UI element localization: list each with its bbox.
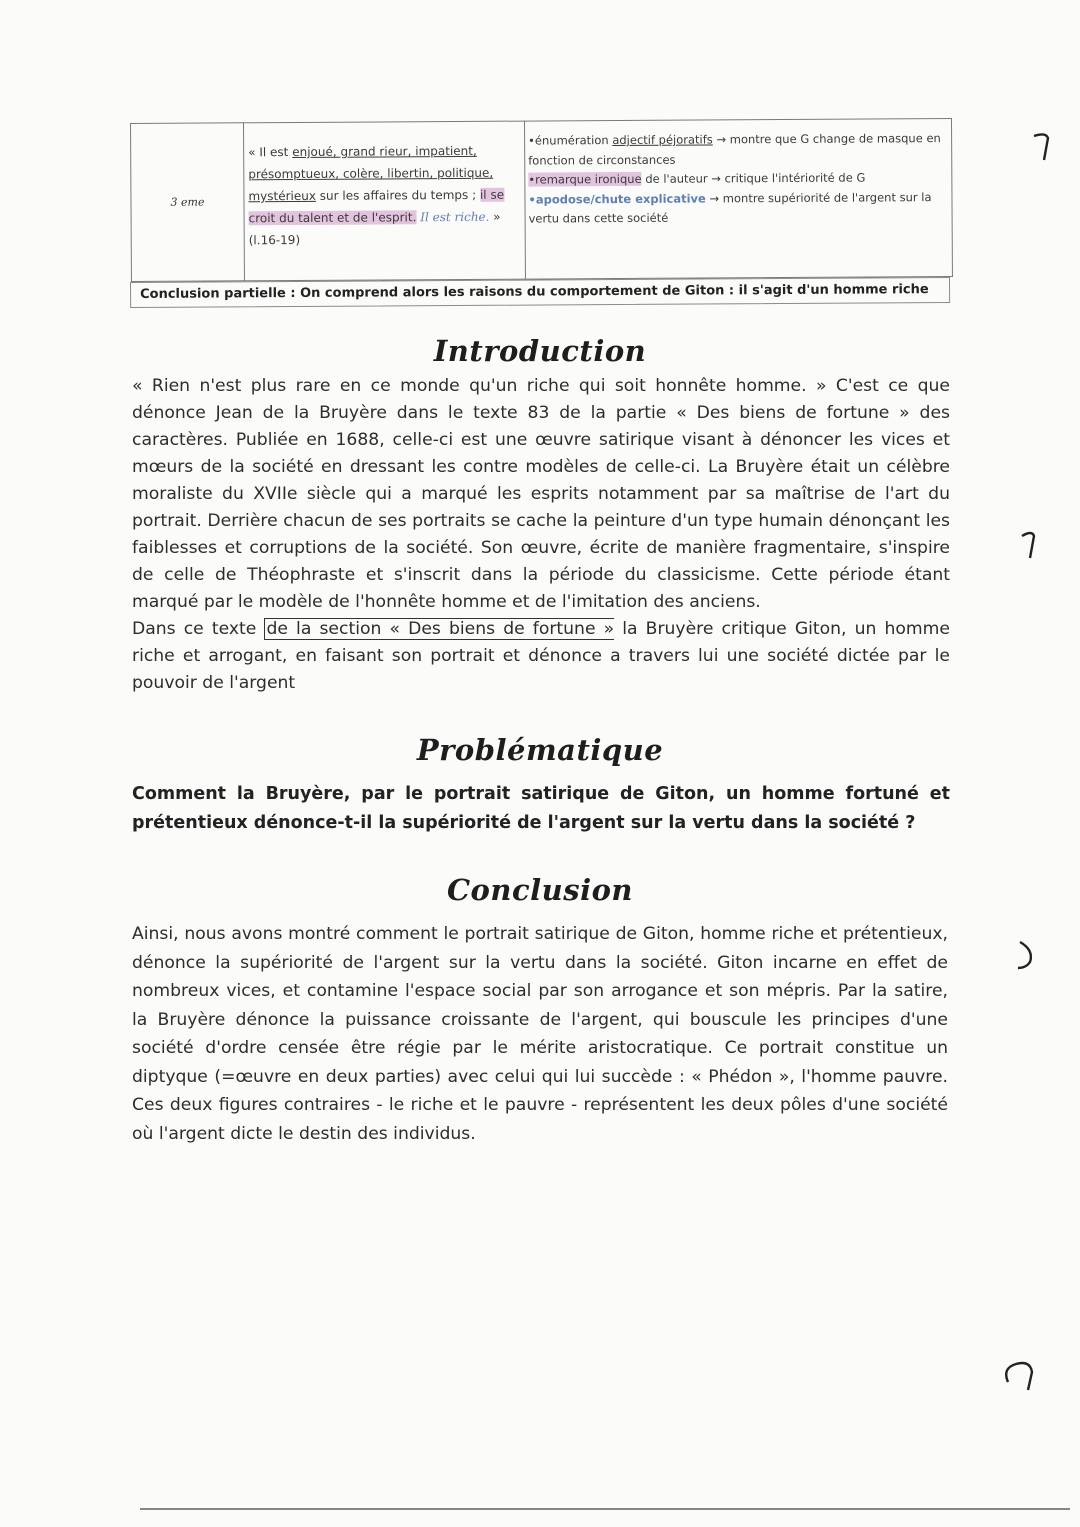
binder-mark-icon: [1000, 1358, 1040, 1398]
quote-cell: [244, 121, 526, 281]
conclusion-title: Conclusion: [446, 873, 634, 907]
analysis-line-1: •énumération adjectif péjoratifs → montre que G change de masque en fonction de circonstances: [528, 131, 941, 168]
table-row: [131, 118, 953, 281]
quote-ref: » (l.16-19): [248, 209, 501, 248]
quote-highlight: il se croit du talent et de l'esprit.: [248, 187, 505, 226]
analysis-line-2: •remarque ironique de l'auteur → critique l'intériorité de G: [528, 170, 866, 187]
introduction-body: [132, 373, 950, 697]
page-bottom-edge: [140, 1508, 1070, 1510]
row-label: 3 eme: [131, 123, 245, 282]
analysis-table: [130, 118, 953, 282]
quote-riche: Il est riche.: [420, 209, 490, 225]
introduction-paragraph-2: Dans ce texte de la section « Des biens de fortune » la Bruyère critique Giton, un homme riche et arrogant, en faisant son portrait et dénonce a travers lui une société dictée par le pouvoir de l'argent: [132, 619, 950, 693]
analysis-line-3: •apodose/chute explicative → montre supériorité de l'argent sur la vertu dans cette société: [528, 189, 932, 226]
introduction-paragraph-1: « Rien n'est plus rare en ce monde qu'un riche qui soit honnête homme. » C'est ce que dénonce Jean de la Bruyère dans le texte 83 de la partie « Des biens de fortune » des caractères. Publiée en 1688, celle-ci est une œuvre satirique visant à dénoncer les vices et mœurs de la société en dressant les contre modèles de celle-ci. La Bruyère était un célèbre moraliste du XVIIe siècle qui a marqué les esprits notamment par sa maîtrise de l'art du portrait. Derrière chacun de ses portraits se cache la peinture d'un type humain dénonçant les faiblesses et corruptions de la société. Son œuvre, écrite de manière fragmentaire, s'inspire de celle de Théophraste et s'inscrit dans la période du classicisme. Cette période étant marqué par le modèle de l'honnête homme et de l'imitation des anciens.: [132, 376, 950, 612]
problematique-title: Problématique: [416, 733, 664, 767]
binder-mark-icon: [1030, 130, 1054, 166]
partial-conclusion: Conclusion partielle : On comprend alors les raisons du comportement de Giton : il s'agit d'un homme riche: [130, 277, 950, 308]
quote-adjectives: enjoué, grand rieur, impatient, présomptueux, colère, libertin, politique, mystérieux: [248, 143, 494, 204]
binder-mark-icon: [1018, 528, 1042, 564]
conclusion-text: Ainsi, nous avons montré comment le portrait satirique de Giton, homme riche et prétentieux, dénonce la supériorité de l'argent sur la vertu dans la société. Giton incarne en effet de nombreux vices, et contamine l'espace social par son arrogance et son mépris. Par la satire, la Bruyère dénonce la puissance croissante de l'argent, qui bouscule les principes d'une société d'ordre censée être régie par le mérite aristocratique. Ce portrait constitue un diptyque (=œuvre en deux parties) avec celui qui lui succède : « Phédon », l'homme pauvre. Ces deux figures contraires - le riche et le pauvre - représentent les deux pôles d'une société où l'argent dicte le destin des individus.: [132, 924, 948, 1144]
quote-open: « Il est: [248, 145, 293, 160]
bracketed-phrase: de la section « Des biens de fortune »: [266, 619, 615, 639]
quote-mid: sur les affaires du temps ;: [315, 187, 480, 203]
analysis-cell: [524, 118, 952, 279]
problematique-text: Comment la Bruyère, par le portrait satirique de Giton, un homme fortuné et prétentieux dénonce-t-il la supériorité de l'argent sur la vertu dans la société ?: [132, 784, 950, 833]
binder-mark-icon: [1014, 938, 1040, 974]
introduction-title: Introduction: [433, 334, 647, 368]
